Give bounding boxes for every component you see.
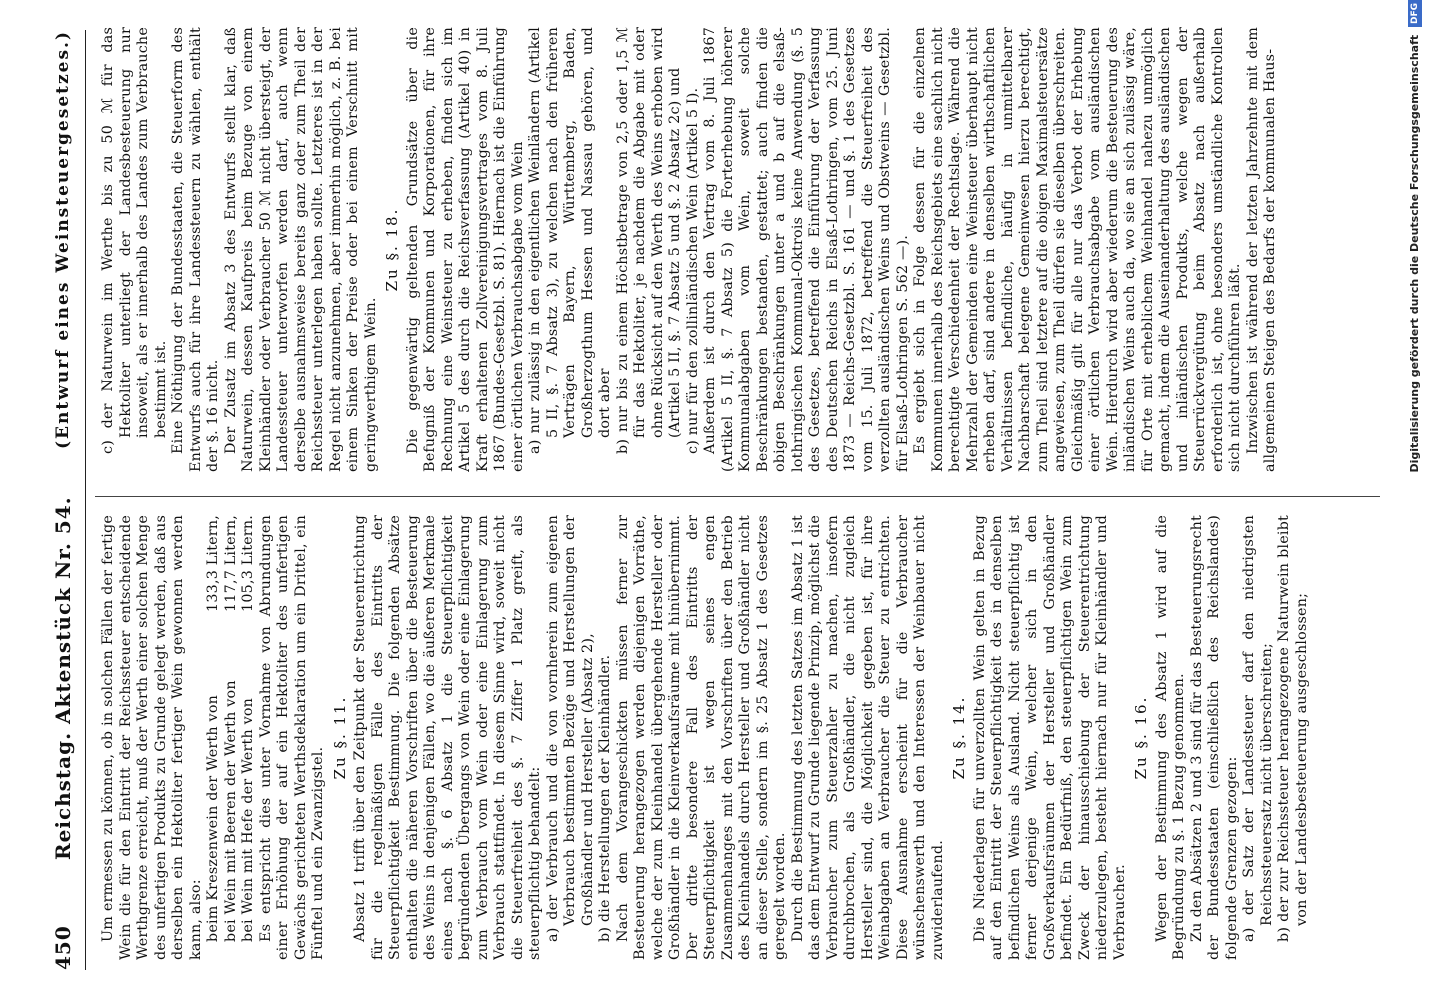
paragraph: Nach dem Vorangeschickten müssen ferner zur Besteuerung herangezogen werden diejenigen Vorräthe, welche der zum Kleinhandel übergehende Hersteller oder Großhändler in die Kleinverkaufsräume mit hinübernimmt. Der dritte besondere Fall des Eintritts der Steuerpflichtigkeit ist wegen seines engen Zusammenhanges mit den Vorschriften über den Betrieb des Kleinhandels durch Hersteller und Großhändler nicht an dieser Stelle, sondern im §. 25 Absatz 1 des Gesetzes geregelt worden. — [614, 515, 788, 960]
value-row — [240, 515, 258, 960]
list-item: b) die Herstellungen der Kleinhändler. — [597, 654, 613, 942]
section-heading: Zu §. 14. — [950, 695, 968, 780]
paragraph: Absatz 1 trifft über den Zeitpunkt der Steuerentrichtung für die regelmäßigen Fälle des Eintritts der Steuerpflichtigkeit Bestimmung. Die folgenden Absätze enthalten die näheren Vorschriften über die Besteuerung des Weins in denjenigen Fällen, wo die äußeren Merkmale eines nach §. 6 Absatz 1 die Steuerpflichtigkeit begründenden Übergangs von Wein oder eine Einlagerung zum Verbrauch vom Wein oder eine Einlagerung zum Verbrauch stattfindet. In diesem Sinne wird, soweit nicht die Steuerfreiheit des §. 7 Ziffer 1 Platz greift, als steuerpflichtig behandelt: — [352, 515, 543, 960]
list-item: a) der Verbrauch und die von vornherein zum eigenen Verbrauch bestimmten Bezüge und Herstellungen der Großhändler und Hersteller (Absatz 2), — [544, 515, 596, 942]
section-heading: Zu §. 11. — [330, 695, 349, 780]
value-row-label: beim Kreszenwein der Werth von — [205, 694, 221, 942]
list-item: b) nur bis zu einem Höchstbetrage von 2,5 oder 1,5 ℳ für das Hektoliter, je nachdem die Abgabe mit oder ohne Rücksicht auf den Werth des Weins erhoben wird (Artikel 5 II, §. 7 Absatz 5 und §. 2 Absatz 2c) und — [614, 27, 683, 454]
right-column — [100, 27, 1390, 472]
list-item: a) nur zulässig in den eigentlichen Weinländern (Artikel 5 II, §. 7 Absatz 3), zu welchen nach den früheren Verträgen Bayern, Württemberg, Baden, Großherzogthum Hessen und Nassau gehören, und dort aber — [527, 27, 613, 454]
digitization-note — [1398, 0, 1432, 1000]
list-item: c) der Naturwein im Werthe bis zu 50 ℳ für das Hektoliter unterliegt der Landesbesteuerung nur insoweit, als er innerhalb des Landes zum Verbrauche bestimmt ist. — [100, 27, 169, 454]
paragraph: Es ergiebt sich in Folge dessen für die einzelnen Kommunen innerhalb des Reichsgebiets eine sachlich nicht berechtigte Verschiedenheit der Rechtslage. Während die Mehrzahl der Gemeinden eine Weinsteuer überhaupt nicht erheben darf, sind andere in denselben wirthschaftlichen Verhältnissen befindliche, häufig in unmittelbarer Nachbarschaft belegene Gemeinwesen hierzu berechtigt, zum Theil sind letztere auf die obigen Maximalsteuersätze angewiesen, zum Theil dürfen sie dieselben überschreiten. Gleichmäßig gilt für alle nur das Verbot der Erhebung einer örtlichen Verbrauchsabgabe vom ausländischen Wein. Hierdurch wird aber wiederum die Besteuerung des inländischen Weins auch da, wo sie an sich zulässig wäre, für Orte mit erheblichem Weinhandel nahezu unmöglich gemacht, indem die Auseinanderhaltung des ausländischen und inländischen Produkts, welche wegen der Steuerrückvergütung beim Absatz nach außerhalb erforderlich ist, ohne besonders umständliche Kontrollen sich nicht durchführen läßt. — [912, 27, 1243, 472]
paragraph: Wegen der Bestimmung des Absatz 1 wird auf die Begründung zu §. 1 Bezug genommen. — [1153, 515, 1187, 960]
paragraph: Inzwischen ist während der letzten Jahrzehnte mit dem allgemeinen Steigen des Bedarfs der kommunalen Haus- — [1244, 27, 1278, 472]
value-row-label: bei Wein mit Hefe der Werth von — [240, 697, 256, 942]
dfg-logo: DFG — [1408, 0, 1422, 27]
value-row — [205, 515, 223, 960]
list-item: c) nur für den zollinländischen Wein (Artikel 5 I). — [684, 87, 701, 454]
value-row-value: 117,7 Litern, — [222, 515, 239, 612]
list-item: b) der zur Reichssteuer herangezogene Naturwein bleibt von der Landesbesteuerung ausgeschlossen; — [1276, 515, 1310, 942]
paragraph: Durch die Bestimmung des letzten Satzes im Absatz 1 ist das dem Entwurf zu Grunde liegende Prinzip, möglichst die Verbraucher zum Steuerzahler zu machen, insofern durchbrochen, als Großhändler, die nicht zugleich Hersteller sind, die Möglichkeit gegeben ist, für ihre Weinabgaben an Verbraucher die Steuer zu entrichten. Diese Ausnahme erscheint für die Verbraucher wünschenswerth und den Interessen der Weinbauer nicht zuwiderlaufend. — [789, 515, 946, 960]
paragraph: Eine Nöthigung der Bundesstaaten, die Steuerform des Entwurfs auch für ihre Landessteuern zu wählen, enthält der §. 16 nicht. — [170, 27, 221, 472]
section-heading: Zu §. 16. — [1132, 695, 1150, 780]
document-title: (Entwurf eines Weinsteuergesetzes.) — [53, 30, 73, 449]
value-row-value: 105,3 Litern. — [240, 515, 256, 612]
value-row — [223, 515, 241, 960]
paragraph: Um ermessen zu können, ob in solchen Fällen der fertige Wein die für den Eintritt der Reichssteuer entscheidende Werthgrenze erreicht, muß der Werth einer solchen Menge des unfertigen Produkts zu Grunde gelegt werden, daß aus derselben ein Hektoliter fertiger Wein gewonnen werden kann, also: — [100, 515, 204, 960]
value-row-label: bei Wein mit Beeren der Werth von — [222, 680, 239, 942]
paragraph: Außerdem ist durch den Vertrag vom 8. Juli 1867 (Artikel 5 II, §. 7 Absatz 5) die Forterhebung höherer Kommunalabgaben vom Wein, soweit solche Beschränkungen bestanden, gestattet; auch finden die obigen Beschränkungen unter a und b auf die elsaß-lothringischen Kommunal-Oktrois keine Anwendung (§. 5 des Gesetzes, betreffend die Einführung der Verfassung des Deutschen Reichs in Elsaß-Lothringen, vom 25. Juni 1873 — Reichs-Gesetzbl. S. 161 — und §. 1 des Gesetzes vom 15. Juli 1872, betreffend die Steuerfreiheit des verzollten ausländischen Weins und Obstweins — Gesetzbl. für Elsaß-Lothringen S. 562 —). — [702, 27, 911, 472]
paragraph: Zu den Absätzen 2 und 3 sind für das Besteuerungsrecht der Bundesstaaten (einschließlich des Reichslandes) folgende Grenzen gezogen: — [1188, 515, 1240, 960]
page-number: 450 — [51, 925, 75, 970]
paragraph: Die gegenwärtig geltenden Grundsätze über die Befugniß der Kommunen und Korporationen, für ihre Rechnung eine Weinsteuer zu erheben, finden sich im Artikel 5 des durch die Reichsverfassung (Artikel 40) in Kraft erhaltenen Zollvereinigungsvertrages vom 8. Juli 1867 (Bundes-Gesetzbl. S. 81). Hiernach ist die Einführung einer örtlichen Verbrauchsabgabe vom Wein — [404, 27, 526, 472]
running-head: Reichstag. Aktenstück Nr. 54. — [51, 496, 75, 860]
list-item: a) der Satz der Landessteuer darf den niedrigsten Reichssteuersatz nicht überschreiten; — [1241, 515, 1275, 942]
digitization-note-text: Digitalisierung gefördert durch die Deutsche Forschungsgemeinschaft — [1408, 34, 1421, 473]
section-heading: Zu §. 18. — [383, 207, 401, 292]
value-row-value: 133,3 Litern, — [205, 515, 221, 612]
paragraph: Der Zusatz im Absatz 3 des Entwurfs stellt klar, daß Naturwein, dessen Kaufpreis beim Bezuge von einem Kleinhändler oder Verbraucher 50 ℳ nicht übersteigt, der Landessteuer unterworfen werden darf, auch wenn derselbe ausnahmsweise bereits ganz oder zum Theil der Reichssteuer unterlegen haben sollte. Letzteres ist in der Regel nicht anzunehmen, aber immerhin möglich, z. B. bei einem Sinken der Preise oder bei einem Verschnitt mit geringwerthigem Wein. — [222, 27, 379, 472]
paragraph: Die Niederlagen für unverzollten Wein gelten in Bezug auf den Eintritt der Steuerpflichtigkeit des in denselben befindlichen Weins als Ausland. Nicht steuerpflichtig ist ferner derjenige Wein, welcher sich in den Großverkaufsräumen der Hersteller und Großhändler befindet. Ein Bedürfniß, den steuerpflichtigen Wein zum Zweck der hinausschiebung der Steuerentrichtung niederzulegen, besteht hiernach nur für Kleinhändler und Verbraucher. — [971, 515, 1128, 960]
column-divider — [95, 496, 1380, 497]
page-header — [45, 30, 86, 970]
left-column — [100, 515, 1390, 960]
digitization-margin — [1398, 0, 1432, 1000]
paragraph: Es entspricht dies unter Vornahme von Abrundungen einer Erhöhung der auf ein Hektoliter des unfertigen Gewächs gerichteten Werthsdeklaration um ein Drittel, ein Fünftel und ein Zwanzigstel. — [257, 515, 326, 960]
